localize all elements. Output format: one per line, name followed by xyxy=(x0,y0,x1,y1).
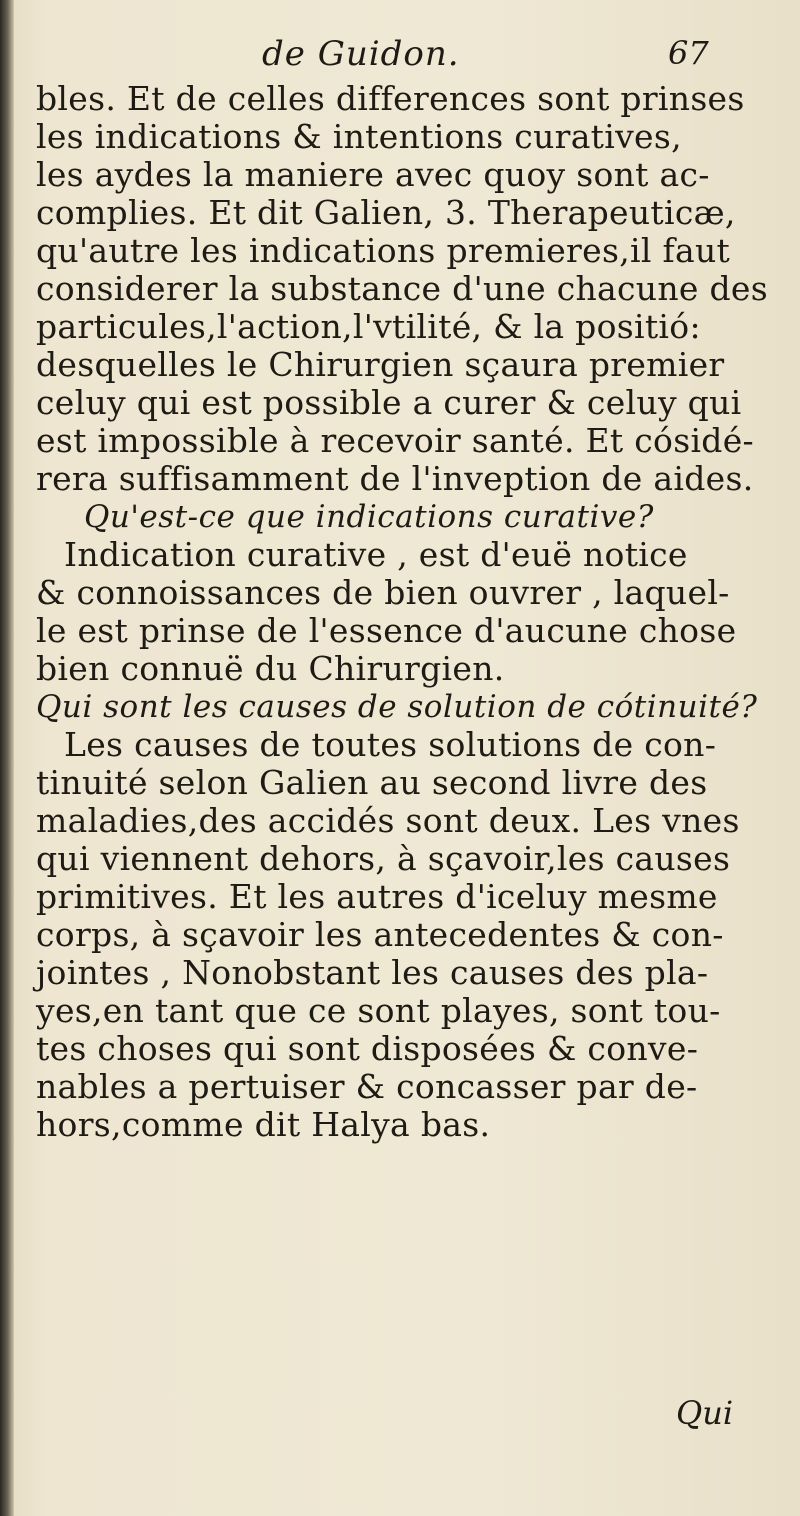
text-line: est impossible à recevoir santé. Et cósidé- xyxy=(36,421,755,460)
catchword: Qui xyxy=(676,1394,734,1432)
text-line: maladies,des accidés sont deux. Les vnes xyxy=(36,801,740,840)
text-line: hors,comme dit Halya bas. xyxy=(36,1105,491,1144)
text-line: primitives. Et les autres d'iceluy mesme xyxy=(36,877,718,916)
text-line: & connoissances de bien ouvrer , laquel- xyxy=(36,573,730,612)
text-line: tes choses qui sont disposées & conve- xyxy=(36,1029,699,1068)
text-line: Les causes de toutes solutions de con- xyxy=(64,725,717,764)
text-line: les aydes la maniere avec quoy sont ac- xyxy=(36,155,710,194)
text-line: les indications & intentions curatives, xyxy=(36,117,682,156)
text-line: desquelles le Chirurgien sçaura premier xyxy=(36,345,725,384)
text-line: rera suffisamment de l'inveption de aides. xyxy=(36,459,754,498)
text-line: bles. Et de celles differences sont prinses xyxy=(36,79,745,118)
question-heading: Qui sont les causes de solution de cótinuité? xyxy=(36,689,758,725)
binding-edge xyxy=(0,0,14,1516)
text-line: nables a pertuiser & concasser par de- xyxy=(36,1067,698,1106)
text-line: qui viennent dehors, à sçavoir,les causes xyxy=(36,839,731,878)
text-line: bien connuë du Chirurgien. xyxy=(36,649,505,688)
text-line: le est prinse de l'essence d'aucune chose xyxy=(36,611,737,650)
text-line: celuy qui est possible a curer & celuy qui xyxy=(36,383,742,422)
text-line: complies. Et dit Galien, 3. Therapeuticæ, xyxy=(36,193,736,232)
text-line: yes,en tant que ce sont playes, sont tou- xyxy=(36,991,721,1030)
running-head: de Guidon. xyxy=(262,34,460,74)
text-line: jointes , Nonobstant les causes des pla- xyxy=(36,953,709,992)
text-line: corps, à sçavoir les antecedentes & con- xyxy=(36,915,724,954)
question-heading: Qu'est-ce que indications curative? xyxy=(84,499,654,535)
body-text xyxy=(36,79,768,1144)
text-line: Indication curative , est d'euë notice xyxy=(64,535,688,574)
text-line: tinuité selon Galien au second livre des xyxy=(36,763,708,802)
page-number: 67 xyxy=(668,34,709,72)
text-line: particules,l'action,l'vtilité, & la positió: xyxy=(36,307,701,346)
text-line: qu'autre les indications premieres,il faut xyxy=(36,231,731,270)
text-line: considerer la substance d'une chacune des xyxy=(36,269,768,308)
